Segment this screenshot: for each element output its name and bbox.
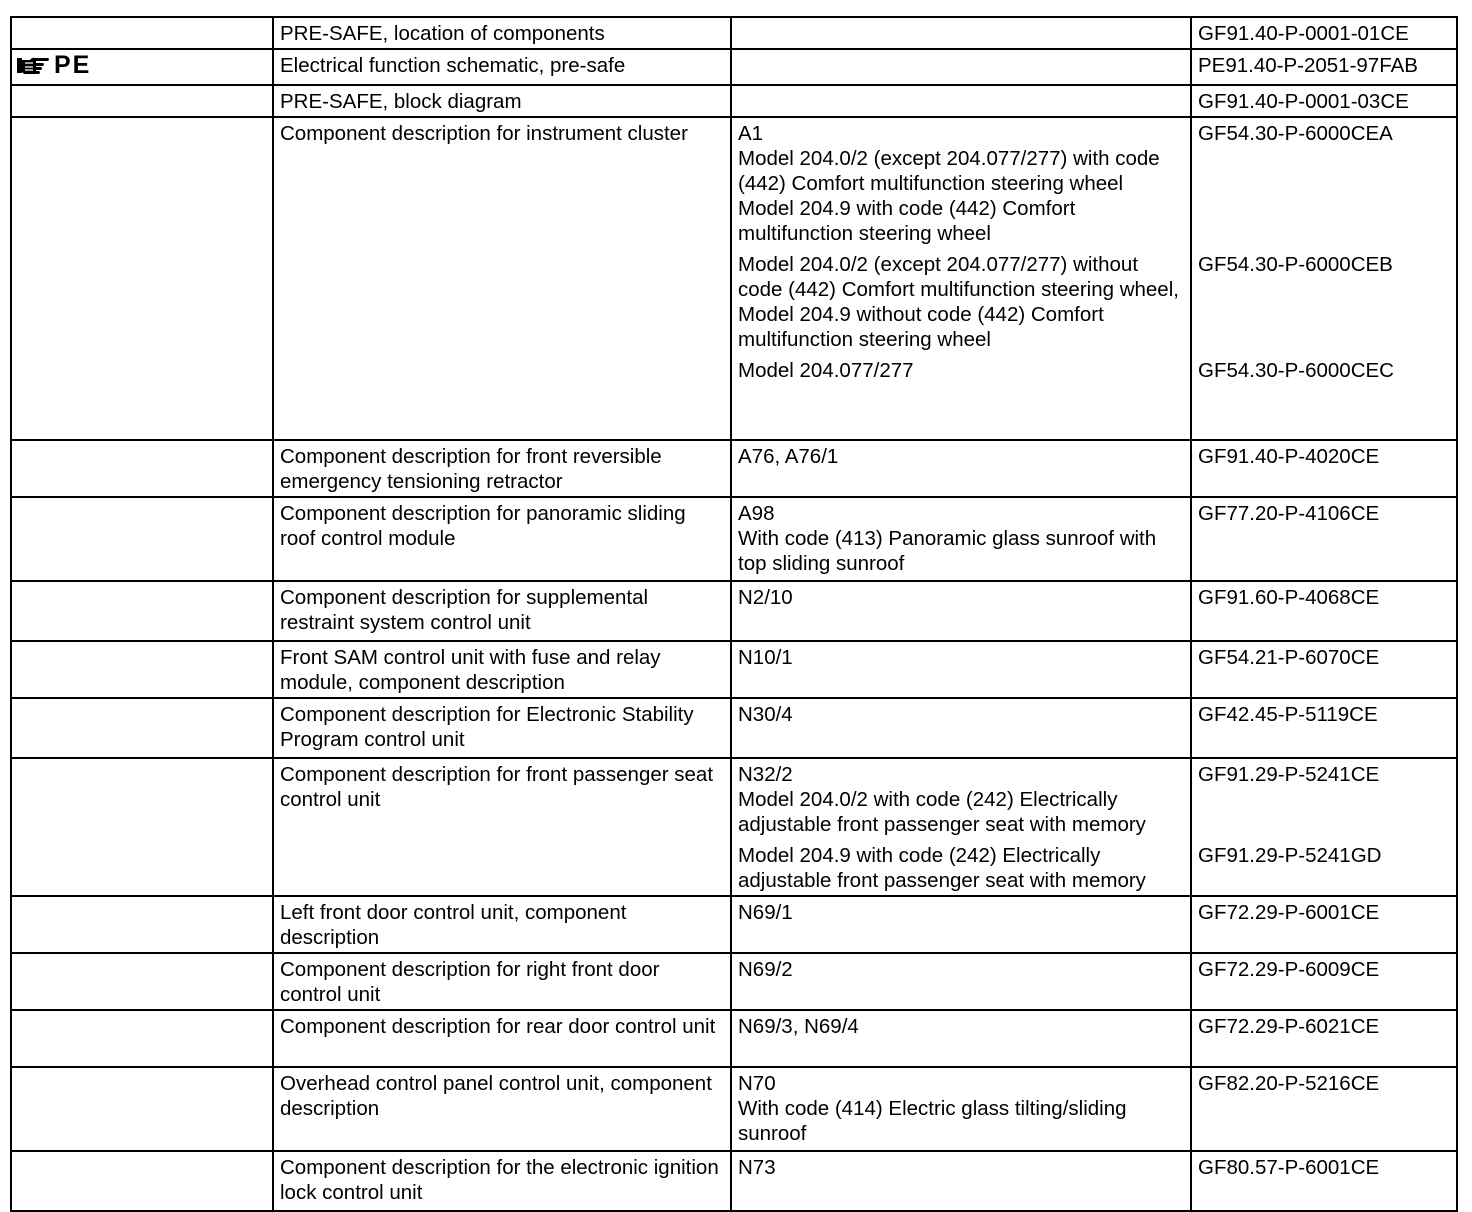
marker-cell bbox=[11, 49, 273, 85]
description-link[interactable]: Overhead control panel control unit, component description bbox=[280, 1072, 712, 1120]
description-cell bbox=[273, 758, 731, 896]
description-link[interactable]: Component description for Electronic Stability Program control unit bbox=[280, 703, 694, 751]
condition-line: N69/3, N69/4 bbox=[738, 1015, 859, 1038]
condition-line: Model 204.9 without code (442) Comfort multifunction steering wheel bbox=[738, 303, 1104, 351]
marker-cell bbox=[11, 896, 273, 953]
condition-block bbox=[738, 89, 1186, 114]
description-cell bbox=[273, 896, 731, 953]
document-reference-link[interactable]: GF72.29-P-6021CE bbox=[1198, 1015, 1380, 1038]
condition-line: Model 204.9 with code (442) Comfort multifunction steering wheel bbox=[738, 197, 1076, 245]
reference-cell bbox=[1191, 17, 1457, 49]
condition-line: With code (413) Panoramic glass sunroof with top sliding sunroof bbox=[738, 527, 1157, 575]
description-cell bbox=[273, 1067, 731, 1151]
condition-line: A1 bbox=[738, 122, 764, 145]
document-reference-link[interactable]: GF72.29-P-6001CE bbox=[1198, 901, 1380, 924]
condition-block bbox=[738, 900, 1186, 925]
condition-line: N73 bbox=[738, 1156, 776, 1179]
description-link[interactable]: Component description for front passenger seat control unit bbox=[280, 763, 714, 811]
pe-label: PE bbox=[54, 51, 92, 79]
condition-line: N10/1 bbox=[738, 646, 793, 669]
reference-cell bbox=[1191, 1067, 1457, 1151]
condition-block bbox=[738, 585, 1186, 610]
document-table bbox=[10, 16, 1458, 1212]
reference-cell bbox=[1191, 1151, 1457, 1211]
description-cell bbox=[273, 1151, 731, 1211]
pointing-hand-icon bbox=[16, 56, 50, 76]
condition-block bbox=[738, 1155, 1186, 1180]
reference-cell bbox=[1191, 953, 1457, 1010]
condition-block bbox=[738, 843, 1186, 893]
component-cell bbox=[731, 953, 1191, 1010]
document-reference-link[interactable]: GF77.20-P-4106CE bbox=[1198, 502, 1380, 525]
table-row bbox=[11, 17, 1457, 49]
marker-cell bbox=[11, 17, 273, 49]
document-reference-link[interactable]: GF91.40-P-0001-03CE bbox=[1198, 90, 1409, 113]
marker-cell bbox=[11, 85, 273, 117]
marker-cell bbox=[11, 1151, 273, 1211]
reference-cell bbox=[1191, 117, 1457, 440]
description-link[interactable]: Component description for supplemental restraint system control unit bbox=[280, 586, 649, 634]
document-reference-link[interactable]: PE91.40-P-2051-97FAB bbox=[1198, 54, 1418, 77]
description-cell bbox=[273, 440, 731, 497]
document-reference-link[interactable]: GF91.40-P-0001-01CE bbox=[1198, 22, 1409, 45]
document-reference-link[interactable]: GF54.30-P-6000CEA bbox=[1198, 122, 1393, 145]
pe-marker[interactable] bbox=[16, 53, 91, 78]
description-cell bbox=[273, 497, 731, 581]
table-row bbox=[11, 1151, 1457, 1211]
condition-line: N69/2 bbox=[738, 958, 793, 981]
component-cell bbox=[731, 85, 1191, 117]
condition-line bbox=[738, 89, 1186, 114]
condition-line: Model 204.0/2 (except 204.077/277) with code (442) Comfort multifunction steering wheel bbox=[738, 147, 1160, 195]
condition-line: A98 bbox=[738, 502, 775, 525]
condition-line: A76, A76/1 bbox=[738, 445, 839, 468]
reference-cell bbox=[1191, 641, 1457, 698]
condition-block bbox=[738, 21, 1186, 46]
component-cell bbox=[731, 581, 1191, 641]
condition-line: N32/2 bbox=[738, 763, 793, 786]
reference-cell bbox=[1191, 440, 1457, 497]
description-cell bbox=[273, 581, 731, 641]
reference-cell bbox=[1191, 698, 1457, 758]
reference-cell bbox=[1191, 497, 1457, 581]
table-row bbox=[11, 641, 1457, 698]
table-row bbox=[11, 953, 1457, 1010]
component-cell bbox=[731, 1067, 1191, 1151]
description-link[interactable]: Front SAM control unit with fuse and relay module, component description bbox=[280, 646, 661, 694]
component-cell bbox=[731, 896, 1191, 953]
condition-block bbox=[738, 121, 1186, 246]
condition-block bbox=[738, 358, 1186, 383]
component-cell bbox=[731, 758, 1191, 896]
condition-line: Model 204.0/2 with code (242) Electrically adjustable front passenger seat with memory bbox=[738, 788, 1146, 836]
description-link[interactable]: Electrical function schematic, pre-safe bbox=[280, 54, 626, 77]
condition-block bbox=[738, 702, 1186, 727]
table-row bbox=[11, 1010, 1457, 1067]
condition-line bbox=[738, 53, 1186, 78]
marker-cell bbox=[11, 641, 273, 698]
description-link[interactable]: Component description for front reversible emergency tensioning retractor bbox=[280, 445, 662, 493]
description-cell bbox=[273, 1010, 731, 1067]
marker-cell bbox=[11, 497, 273, 581]
description-cell bbox=[273, 49, 731, 85]
reference-cell bbox=[1191, 1010, 1457, 1067]
description-link[interactable]: Component description for panoramic sliding roof control module bbox=[280, 502, 686, 550]
marker-cell bbox=[11, 1010, 273, 1067]
table-row bbox=[11, 85, 1457, 117]
reference-cell bbox=[1191, 49, 1457, 85]
component-cell bbox=[731, 1151, 1191, 1211]
document-reference-link[interactable]: GF42.45-P-5119CE bbox=[1198, 703, 1378, 726]
description-cell bbox=[273, 85, 731, 117]
description-link[interactable]: PRE-SAFE, block diagram bbox=[280, 90, 522, 113]
condition-block bbox=[738, 1071, 1186, 1146]
document-reference-link[interactable]: GF91.60-P-4068CE bbox=[1198, 586, 1380, 609]
description-link[interactable]: Component description for the electronic ignition lock control unit bbox=[280, 1156, 719, 1204]
condition-line: Model 204.077/277 bbox=[738, 359, 914, 382]
marker-cell bbox=[11, 758, 273, 896]
table-row bbox=[11, 497, 1457, 581]
description-cell bbox=[273, 641, 731, 698]
document-reference-link[interactable]: GF91.40-P-4020CE bbox=[1198, 445, 1380, 468]
marker-cell bbox=[11, 440, 273, 497]
table-row bbox=[11, 581, 1457, 641]
reference-cell bbox=[1191, 85, 1457, 117]
component-cell bbox=[731, 497, 1191, 581]
condition-block bbox=[738, 252, 1186, 352]
condition-line: N2/10 bbox=[738, 586, 793, 609]
condition-line: With code (414) Electric glass tilting/sliding sunroof bbox=[738, 1097, 1127, 1145]
description-link[interactable]: Component description for right front door control unit bbox=[280, 958, 660, 1006]
condition-line: Model 204.9 with code (242) Electrically adjustable front passenger seat with memory bbox=[738, 844, 1146, 892]
component-cell bbox=[731, 698, 1191, 758]
description-link[interactable]: Component description for instrument cluster bbox=[280, 122, 688, 145]
reference-cell bbox=[1191, 896, 1457, 953]
marker-cell bbox=[11, 698, 273, 758]
table-row bbox=[11, 698, 1457, 758]
table-row bbox=[11, 896, 1457, 953]
condition-line: N70 bbox=[738, 1072, 776, 1095]
condition-line bbox=[738, 21, 1186, 46]
table-row bbox=[11, 440, 1457, 497]
document-reference-link[interactable]: GF72.29-P-6009CE bbox=[1198, 958, 1380, 981]
component-cell bbox=[731, 440, 1191, 497]
component-cell bbox=[731, 49, 1191, 85]
condition-block bbox=[738, 645, 1186, 670]
document-reference-link[interactable]: GF91.29-P-5241CE bbox=[1198, 763, 1380, 786]
component-cell bbox=[731, 17, 1191, 49]
table-row bbox=[11, 49, 1457, 85]
description-cell bbox=[273, 953, 731, 1010]
table-body bbox=[11, 17, 1457, 1211]
marker-cell bbox=[11, 581, 273, 641]
component-cell bbox=[731, 1010, 1191, 1067]
condition-block bbox=[738, 762, 1186, 837]
description-cell bbox=[273, 698, 731, 758]
description-cell bbox=[273, 17, 731, 49]
marker-cell bbox=[11, 117, 273, 440]
condition-block bbox=[738, 957, 1186, 982]
description-link[interactable]: PRE-SAFE, location of components bbox=[280, 22, 605, 45]
reference-cell bbox=[1191, 758, 1457, 896]
document-reference-link[interactable]: GF54.30-P-6000CEB bbox=[1198, 253, 1393, 276]
condition-block bbox=[738, 501, 1186, 576]
marker-cell bbox=[11, 1067, 273, 1151]
document-reference-link[interactable]: GF54.21-P-6070CE bbox=[1198, 646, 1380, 669]
document-reference-link[interactable]: GF91.29-P-5241GD bbox=[1198, 844, 1382, 867]
table-row bbox=[11, 1067, 1457, 1151]
reference-cell bbox=[1191, 581, 1457, 641]
component-cell bbox=[731, 641, 1191, 698]
document-reference-link[interactable]: GF82.20-P-5216CE bbox=[1198, 1072, 1380, 1095]
document-reference-link[interactable]: GF54.30-P-6000CEC bbox=[1198, 359, 1394, 382]
component-cell bbox=[731, 117, 1191, 440]
condition-block bbox=[738, 53, 1186, 78]
table-row bbox=[11, 117, 1457, 440]
condition-line: N30/4 bbox=[738, 703, 793, 726]
condition-line: N69/1 bbox=[738, 901, 793, 924]
condition-block bbox=[738, 1014, 1186, 1039]
marker-cell bbox=[11, 953, 273, 1010]
description-cell bbox=[273, 117, 731, 440]
description-link[interactable]: Left front door control unit, component description bbox=[280, 901, 627, 949]
table-row bbox=[11, 758, 1457, 896]
description-link[interactable]: Component description for rear door control unit bbox=[280, 1015, 716, 1038]
condition-block bbox=[738, 444, 1186, 469]
condition-line: Model 204.0/2 (except 204.077/277) without code (442) Comfort multifunction steering wheel, bbox=[738, 253, 1179, 301]
document-reference-link[interactable]: GF80.57-P-6001CE bbox=[1198, 1156, 1380, 1179]
